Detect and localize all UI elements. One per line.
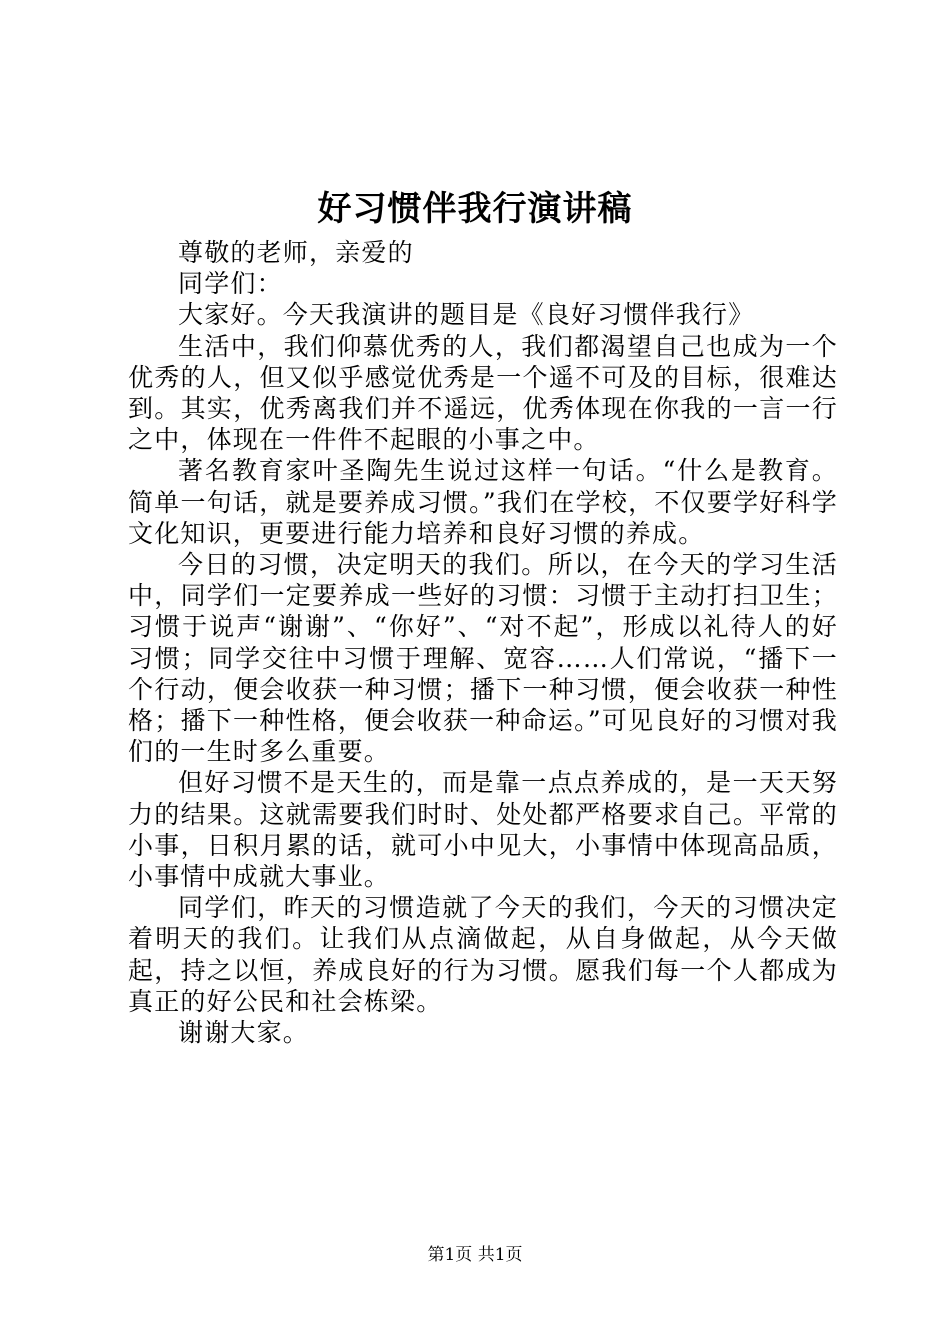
paragraph: 生活中，我们仰慕优秀的人，我们都渴望自己也成为一个优秀的人，但又似乎感觉优秀是一个遥不可及的目标，很难达到。其实，优秀离我们并不遥远，优秀体现在你我的一言一行之中，体现在一件件不起眼的小事之中。	[128, 331, 838, 455]
paragraph: 今日的习惯，决定明天的我们。所以，在今天的学习生活中，同学们一定要养成一些好的习惯：习惯于主动打扫卫生；习惯于说声“谢谢”、“你好”、“对不起”，形成以礼待人的好习惯；同学交往中习惯于理解、宽容……人们常说，“播下一个行动，便会收获一种习惯；播下一种习惯，便会收获一种性格；播下一种性格，便会收获一种命运。”可见良好的习惯对我们的一生时多么重要。	[128, 550, 838, 767]
paragraph: 同学们，昨天的习惯造就了今天的我们，今天的习惯决定着明天的我们。让我们从点滴做起，从自身做起，从今天做起，持之以恒，养成良好的行为习惯。愿我们每一个人都成为真正的好公民和社会栋梁。	[128, 893, 838, 1016]
paragraph: 著名教育家叶圣陶先生说过这样一句话。“什么是教育。简单一句话，就是要养成习惯。”我们在学校，不仅要学好科学文化知识，更要进行能力培养和良好习惯的养成。	[128, 456, 838, 548]
paragraph-salutation-cont: 同学们：	[178, 269, 283, 299]
paragraph-salutation: 尊敬的老师，亲爱的	[178, 238, 414, 267]
document-title: 好习惯伴我行演讲稿	[317, 189, 633, 229]
paragraph-greeting: 大家好。今天我演讲的题目是《良好习惯伴我行》	[178, 300, 755, 330]
page-footer: 第1页 共1页	[427, 1245, 523, 1265]
paragraph-closing: 谢谢大家。	[178, 1018, 310, 1048]
document-body	[128, 237, 838, 1048]
paragraph: 但好习惯不是天生的，而是靠一点点养成的，是一天天努力的结果。这就需要我们时时、处处都严格要求自己。平常的小事，日积月累的话，就可小中见大，小事情中体现高品质，小事情中成就大事业。	[128, 768, 838, 892]
